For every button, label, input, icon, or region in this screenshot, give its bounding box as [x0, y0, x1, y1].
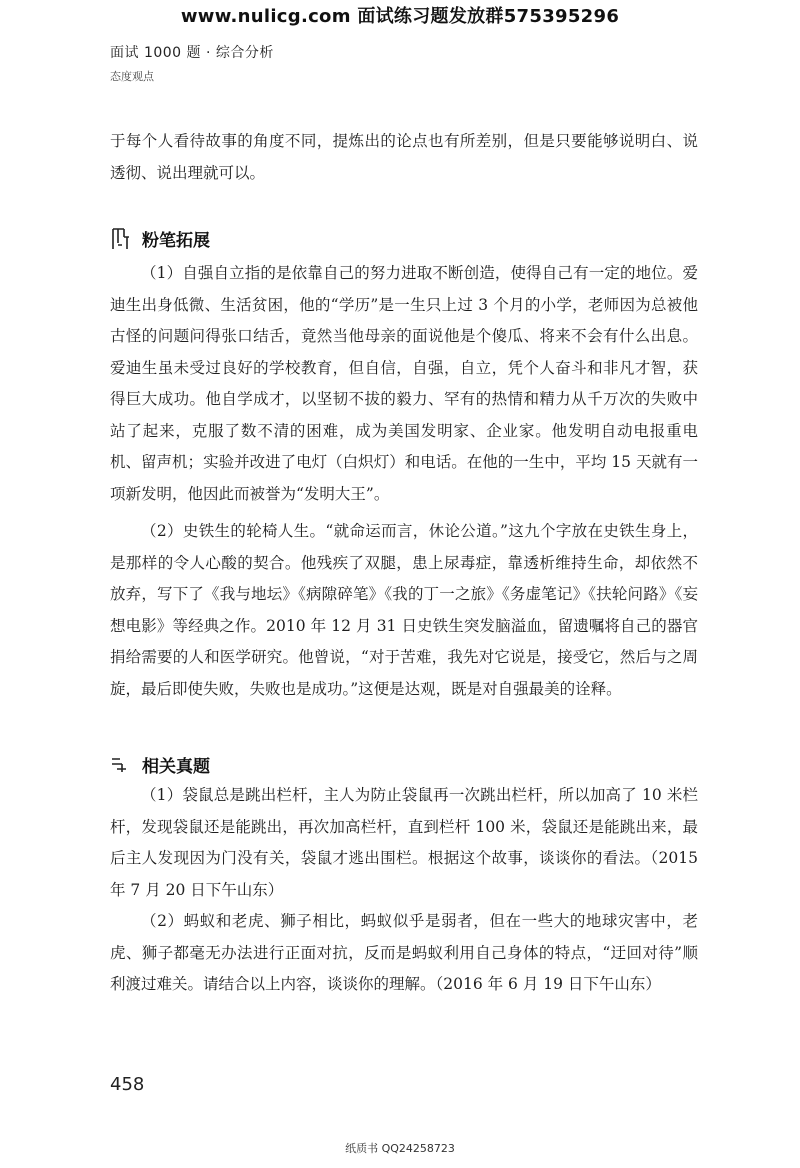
- book-icon: [110, 227, 132, 251]
- intro-paragraph: 于每个人看待故事的角度不同，提炼出的论点也有所差别，但是只要能够说明白、说透彻、说出理就可以。: [110, 132, 698, 182]
- related-question-1: （1）袋鼠总是跳出栏杆，主人为防止袋鼠再一次跳出栏杆，所以加高了 10 米栏杆，发现袋鼠还是能跳出，再次加高栏杆，直到栏杆 100 米，袋鼠还是能跳出来，最后主人发现因为门没有关，袋鼠才逃出围栏。根据这个故事，谈谈你的看法。（2015 年 7 月 20 日下午山东）: [110, 786, 698, 899]
- extension-paragraph-2: （2）史铁生的轮椅人生。“就命运而言，休论公道。”这九个字放在史铁生身上，是那样的令人心酸的契合。他残疾了双腿，患上尿毒症，靠透析维持生命，却依然不放弃，写下了《我与地坛》《病隙碎笔》《我的丁一之旅》《务虚笔记》《扶轮问路》《妄想电影》等经典之作。2010 年 12 月 31 日史铁生突发脑溢血，留遗嘱将自己的器官捐给需要的人和医学研究。他曾说，“对于苦难，我先对它说是，接受它，然后与之周旋，最后即使失败，失败也是成功。”这便是达观，既是对自强最美的诠释。: [110, 522, 698, 698]
- section-related-heading: [110, 752, 210, 777]
- extension-paragraph-1: （1）自强自立指的是依靠自己的努力进取不断创造，使得自己有一定的地位。爱迪生出身低微、生活贫困，他的“学历”是一生只上过 3 个月的小学，老师因为总被他古怪的问题问得张口结舌，竟然当他母亲的面说他是个傻瓜、将来不会有什么出息。爱迪生虽未受过良好的学校教育，但自信，自强，自立，凭个人奋斗和非凡才智，获得巨大成功。他自学成才，以坚韧不拔的毅力、罕有的热情和精力从千万次的失败中站了起来，克服了数不清的困难，成为美国发明家、企业家。他发明自动电报重电机、留声机；实验并改进了电灯（白炽灯）和电话。在他的一生中，平均 15 天就有一项新发明，他因此而被誉为“发明大王”。: [110, 264, 698, 503]
- section-extension-heading: [110, 226, 210, 251]
- watermark-bottom: 纸质书 QQ24258723: [345, 1142, 455, 1155]
- page-number: 458: [110, 1074, 145, 1095]
- page-header: [110, 42, 274, 84]
- question-list-icon: [110, 755, 132, 775]
- section-extension-title: 粉笔拓展: [142, 231, 210, 251]
- related-question-2: （2）蚂蚁和老虎、狮子相比，蚂蚁似乎是弱者，但在一些大的地球灾害中，老虎、狮子都毫无办法进行正面对抗，反而是蚂蚁利用自己身体的特点，“迂回对待”顺利渡过难关。请结合以上内容，谈谈你的理解。（2016 年 6 月 19 日下午山东）: [110, 912, 698, 993]
- section-related-title: 相关真题: [142, 757, 210, 777]
- watermark-top: www.nulicg.com 面试练习题发放群575395296: [180, 6, 620, 27]
- book-title: 面试 1000 题 · 综合分析: [110, 45, 274, 61]
- chapter-subtitle: 态度观点: [110, 70, 154, 83]
